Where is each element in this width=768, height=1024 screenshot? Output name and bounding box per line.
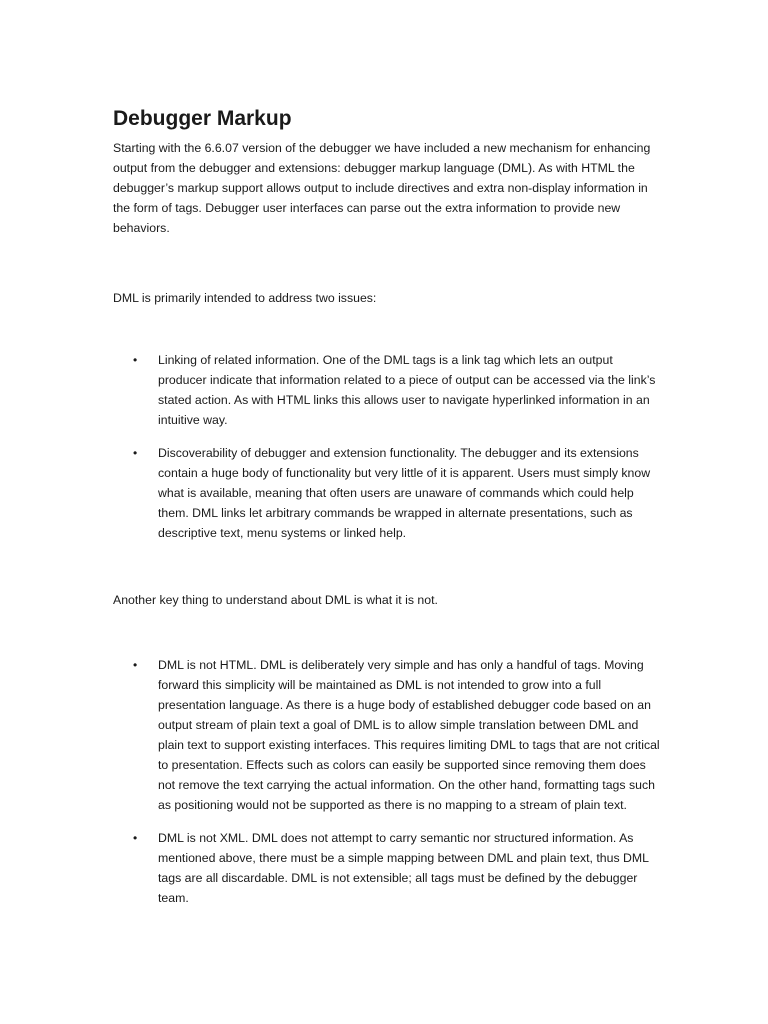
bullet-icon: • [133, 353, 138, 367]
list-item [113, 350, 663, 430]
list-item [113, 443, 663, 543]
list-item-text: Linking of related information. One of the DML tags is a link tag which lets an output producer indicate that information related to a piece of output can be accessed via the link’s stated action. As with HTML links this allows user to navigate hyperlinked information in an intuitive way. [158, 353, 656, 427]
bullet-icon: • [133, 831, 138, 845]
bullet-icon: • [133, 446, 138, 460]
issues-intro-paragraph: DML is primarily intended to address two issues: [113, 291, 377, 305]
intro-paragraph: Starting with the 6.6.07 version of the debugger we have included a new mechanism for enhancing output from the debugger and extensions: debugger markup language (DML). As with HTML the debugger’s markup support allows output to include directives and extra non-display information in the form of tags. Debugger user interfaces can parse out the extra information to provide new behaviors. [113, 141, 651, 235]
list-item [113, 655, 663, 815]
list-item [113, 828, 663, 908]
list-item-text: Discoverability of debugger and extension functionality. The debugger and its extensions contain a huge body of functionality but very little of it is apparent. Users must simply know what is available, meaning that often users are unaware of commands which could help them. DML links let arbitrary commands be wrapped in alternate presentations, such as descriptive text, menu systems or linked help. [158, 446, 651, 540]
list-item-text: DML is not XML. DML does not attempt to carry semantic nor structured information. As mentioned above, there must be a simple mapping between DML and plain text, thus DML tags are all discardable. DML is not extensible; all tags must be defined by the debugger team. [158, 831, 649, 905]
list-item-text: DML is not HTML. DML is deliberately very simple and has only a handful of tags. Moving forward this simplicity will be maintained as DML is not intended to grow into a full presentation language. As there is a huge body of established debugger code based on an output stream of plain text a goal of DML is to allow simple translation between DML and plain text to support existing interfaces. This requires limiting DML to tags that are not critical to presentation. Effects such as colors can easily be supported since removing them does not remove the text carrying the actual information. On the other hand, formatting tags such as positioning would not be supported as there is no mapping to a stream of plain text. [158, 658, 660, 812]
page-title: Debugger Markup [113, 107, 292, 130]
notes-list [113, 655, 663, 908]
issues-list [113, 350, 663, 543]
bullet-icon: • [133, 658, 138, 672]
notes-intro-paragraph: Another key thing to understand about DML is what it is not. [113, 593, 438, 607]
